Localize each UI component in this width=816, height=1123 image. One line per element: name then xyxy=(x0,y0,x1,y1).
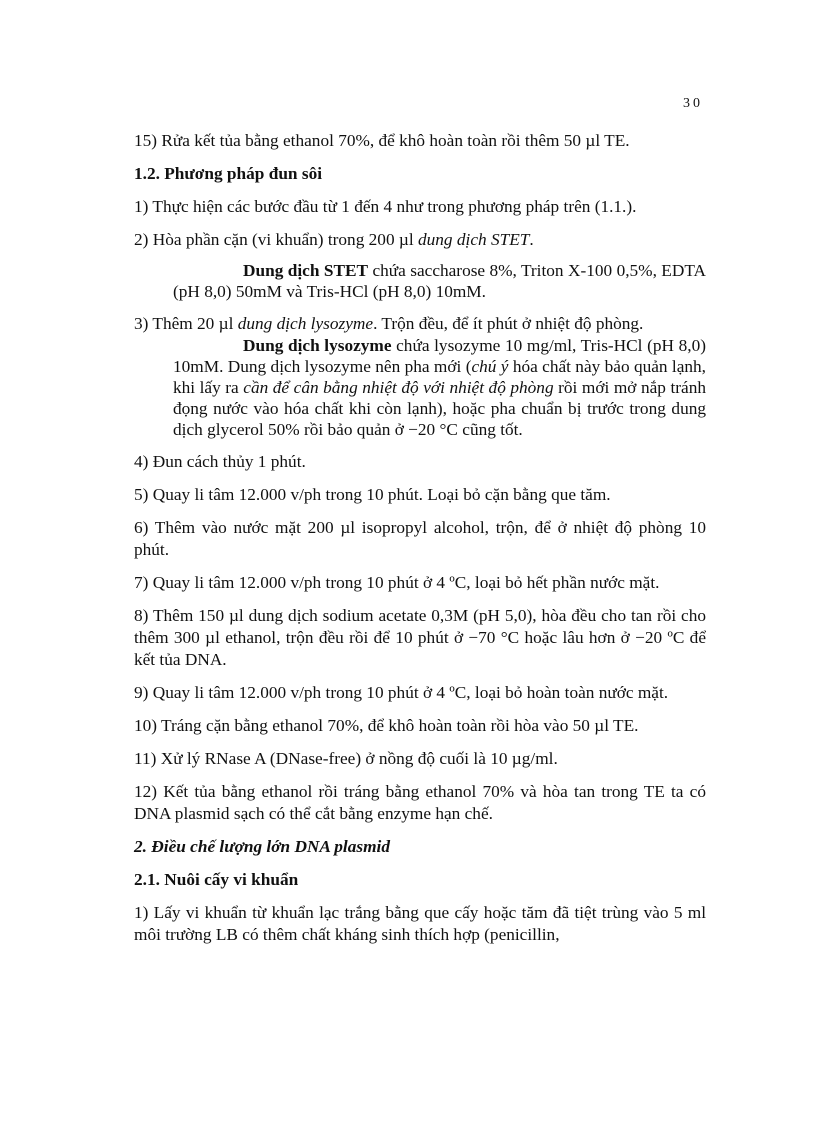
section-heading-culture: 2.1. Nuôi cấy vi khuẩn xyxy=(134,870,299,889)
section-heading-large-scale: 2. Điều chế lượng lớn DNA plasmid xyxy=(134,837,390,856)
page-body xyxy=(134,130,706,957)
boiling-step-10: 10) Tráng cặn bằng ethanol 70%, để khô hoàn toàn rồi hòa vào 50 µl TE. xyxy=(134,716,639,735)
boiling-step-6: 6) Thêm vào nước mặt 200 µl isopropyl alcohol, trộn, để ở nhiệt độ phòng 10 phút. xyxy=(134,518,706,559)
page-number: 30 xyxy=(683,96,703,111)
boiling-step-3: 3) Thêm 20 µl dung dịch lysozyme. Trộn đều, để ít phút ở nhiệt độ phòng. xyxy=(134,314,644,333)
culture-step-1: 1) Lấy vi khuẩn từ khuẩn lạc trắng bằng que cấy hoặc tăm đã tiệt trùng vào 5 ml môi trường LB có thêm chất kháng sinh thích hợp (penicillin, xyxy=(134,903,706,944)
boiling-step-5: 5) Quay li tâm 12.000 v/ph trong 10 phút. Loại bỏ cặn bằng que tăm. xyxy=(134,485,611,504)
boiling-step-11: 11) Xử lý RNase A (DNase-free) ở nồng độ cuối là 10 µg/ml. xyxy=(134,749,558,768)
boiling-step-8: 8) Thêm 150 µl dung dịch sodium acetate 0,3M (pH 5,0), hòa đều cho tan rồi cho thêm 300 µl ethanol, trộn đều rồi để 10 phút ở −70 °C hoặc lâu hơn ở −20 ºC để kết tủa DNA. xyxy=(134,606,706,669)
step-15: 15) Rửa kết tủa bằng ethanol 70%, để khô hoàn toàn rồi thêm 50 µl TE. xyxy=(134,131,630,150)
boiling-step-4: 4) Đun cách thủy 1 phút. xyxy=(134,452,306,471)
stet-solution-note: Dung dịch STET chứa saccharose 8%, Triton X-100 0,5%, EDTA (pH 8,0) 50mM và Tris-HCl (pH 8,0) 10mM. xyxy=(173,261,706,301)
section-heading-boiling: 1.2. Phương pháp đun sôi xyxy=(134,164,323,183)
boiling-step-9: 9) Quay li tâm 12.000 v/ph trong 10 phút ở 4 ºC, loại bỏ hoàn toàn nước mặt. xyxy=(134,683,669,702)
boiling-step-1: 1) Thực hiện các bước đầu từ 1 đến 4 như trong phương pháp trên (1.1.). xyxy=(134,197,637,216)
lysozyme-solution-note: Dung dịch lysozyme chứa lysozyme 10 mg/ml, Tris-HCl (pH 8,0) 10mM. Dung dịch lysozyme nên pha mới (chú ý hóa chất này bảo quản lạnh, khi lấy ra cần để cân bằng nhiệt độ với nhiệt độ phòng rồi mới mở nắp tránh đọng nước vào hóa chất khi còn lạnh), hoặc pha chuẩn bị trước trong dung dịch glycerol 50% rồi bảo quản ở −20 °C cũng tốt. xyxy=(173,336,706,439)
boiling-step-2: 2) Hòa phần cặn (vi khuẩn) trong 200 µl dung dịch STET. xyxy=(134,230,534,249)
boiling-step-7: 7) Quay li tâm 12.000 v/ph trong 10 phút ở 4 ºC, loại bỏ hết phần nước mặt. xyxy=(134,573,660,592)
boiling-step-12: 12) Kết tủa bằng ethanol rồi tráng bằng ethanol 70% và hòa tan trong TE ta có DNA plasmid sạch có thể cắt bằng enzyme hạn chế. xyxy=(134,782,706,823)
